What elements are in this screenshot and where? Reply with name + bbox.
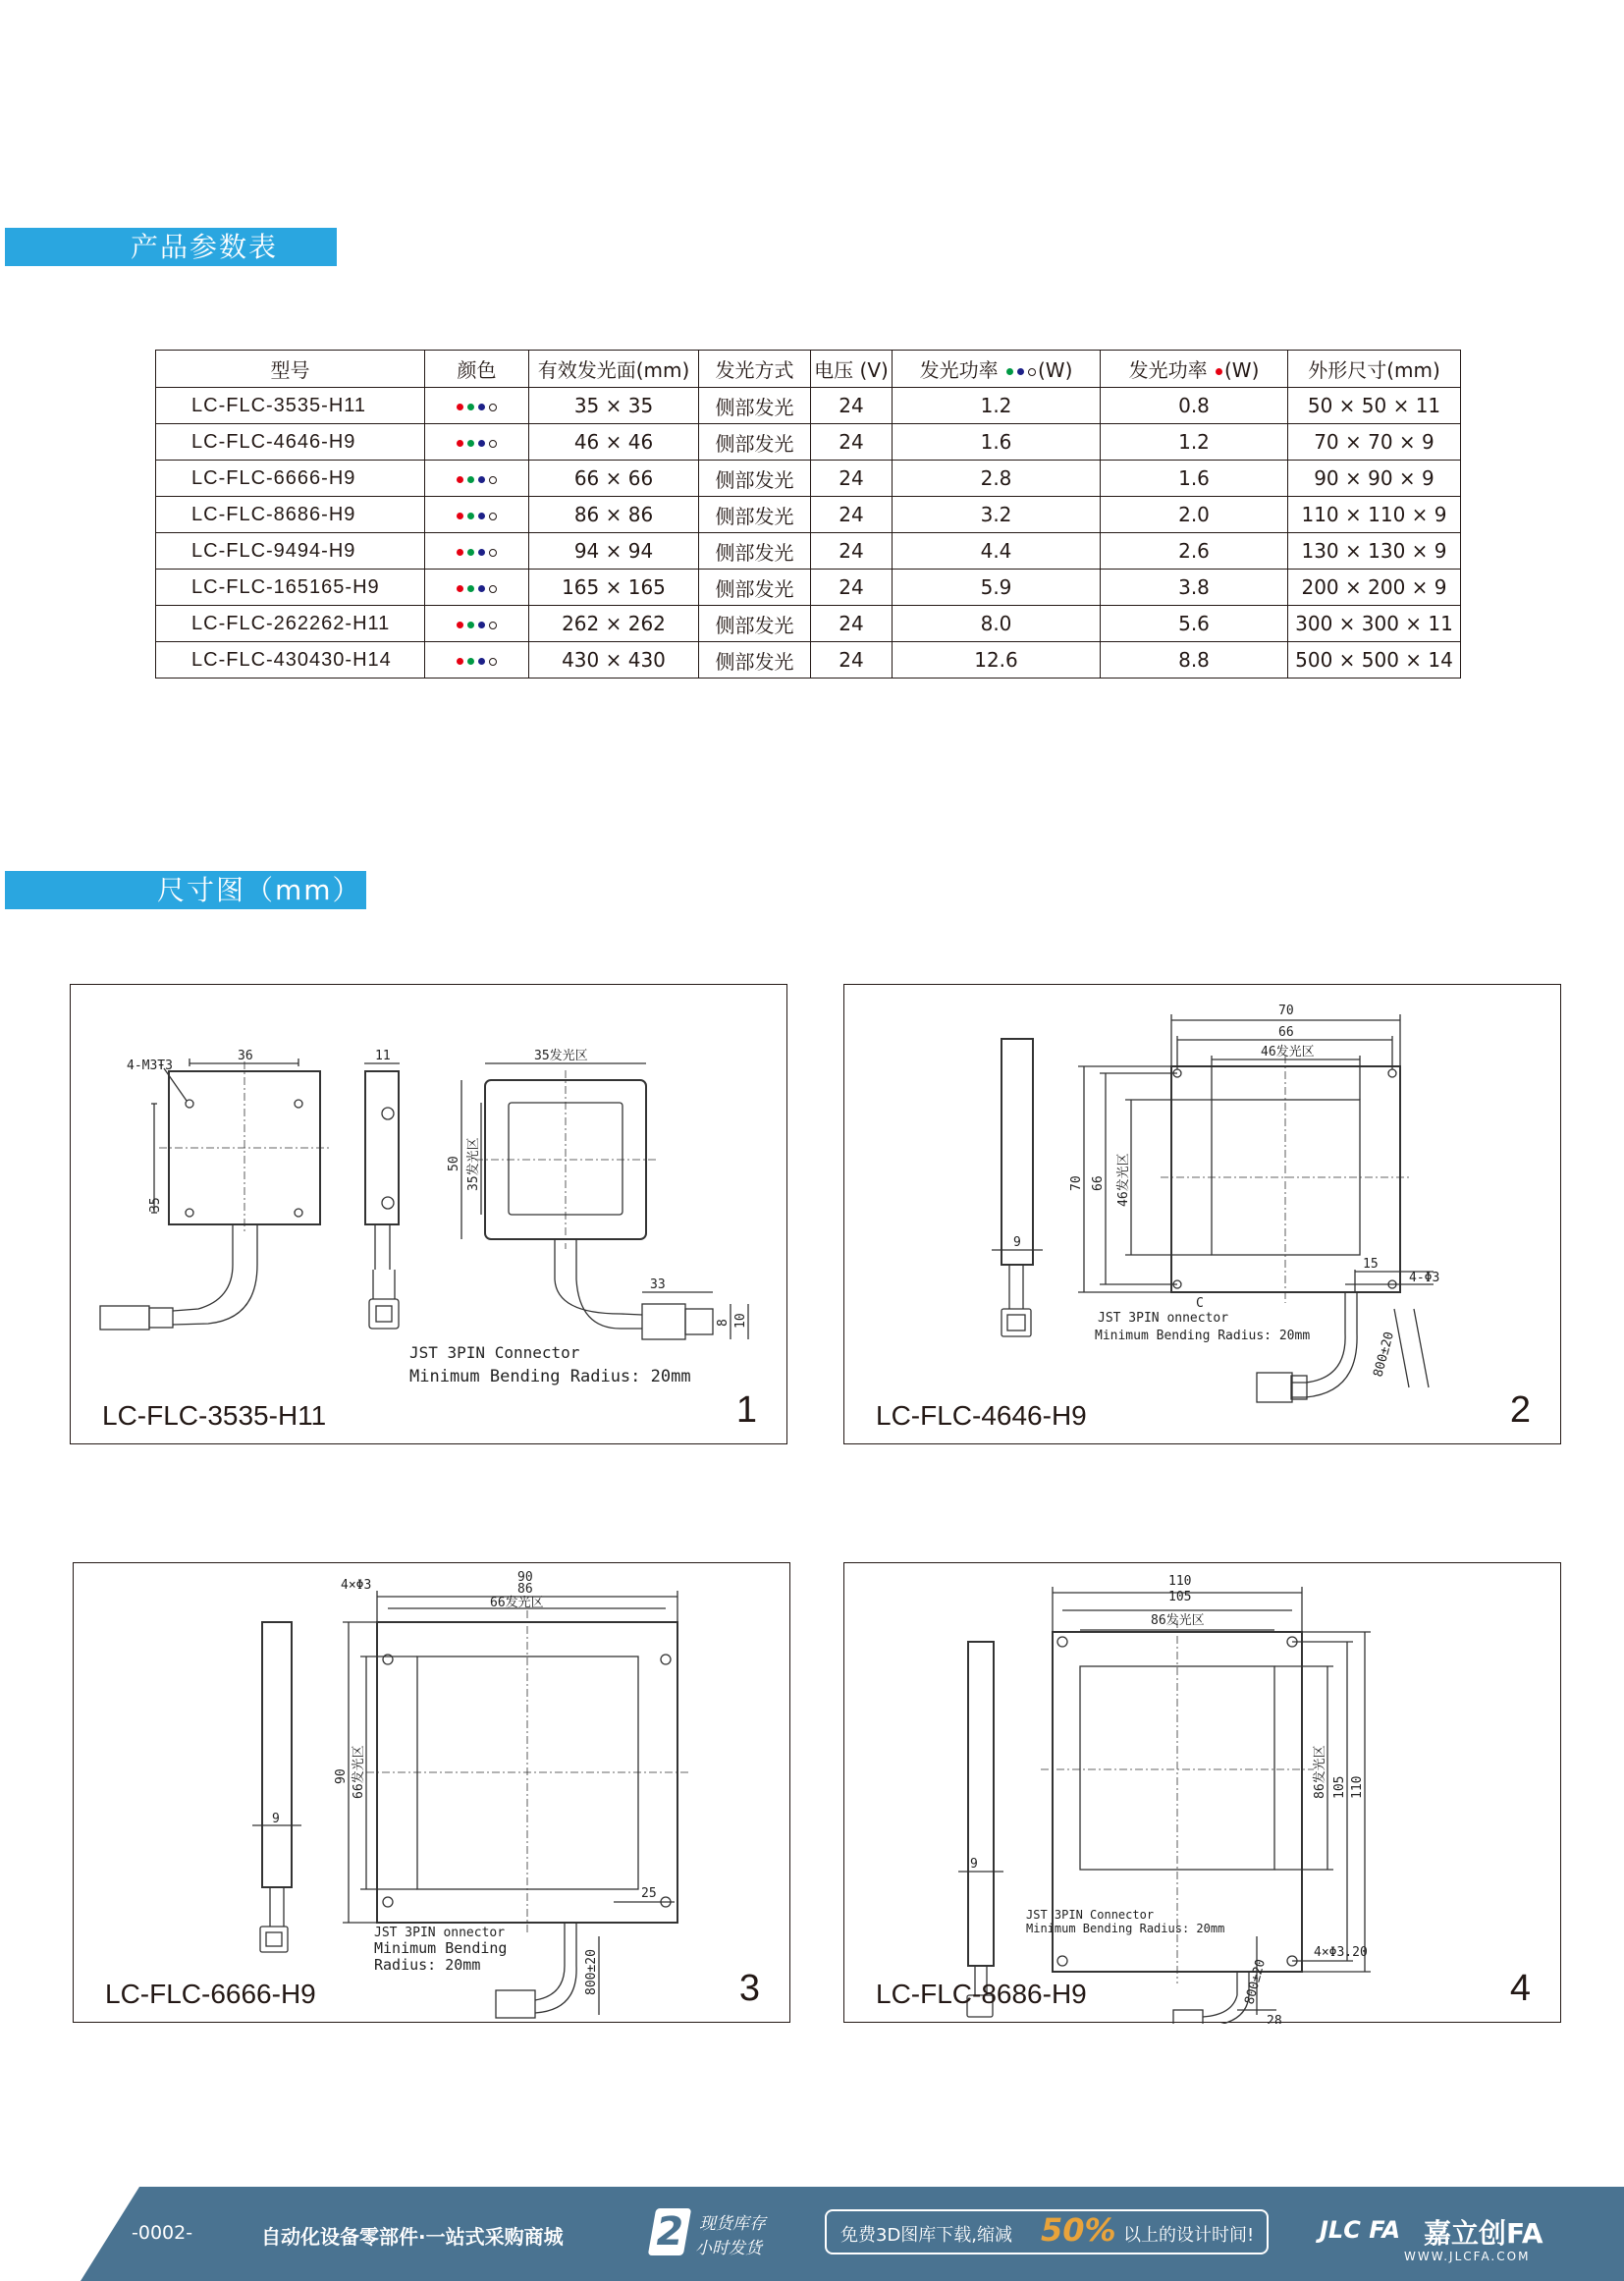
dim-36: 36 xyxy=(238,1049,253,1063)
cell-mode: 侧部发光 xyxy=(699,533,811,570)
dim-8: 8 xyxy=(716,1319,731,1327)
table-row xyxy=(156,570,1461,606)
white-dot-icon xyxy=(489,549,497,557)
footer-page-number: -0002- xyxy=(132,2222,193,2244)
cell-color xyxy=(425,642,529,679)
white-dot-icon xyxy=(1028,368,1036,376)
dim-9: 9 xyxy=(272,1812,280,1826)
green-dot-icon xyxy=(467,549,474,556)
cell-power-red: 3.8 xyxy=(1101,570,1288,606)
cell-model: LC-FLC-9494-H9 xyxy=(156,533,425,570)
dim-35-side: 35发光区 xyxy=(466,1137,481,1191)
dim-110-side: 110 xyxy=(1350,1775,1365,1799)
cell-mode: 侧部发光 xyxy=(699,497,811,533)
note-connector-4646: JST 3PIN onnector xyxy=(1098,1311,1229,1326)
drawing-panel-2 xyxy=(843,984,1561,1444)
green-dot-icon xyxy=(1006,368,1013,375)
cell-size: 70 × 70 × 9 xyxy=(1288,424,1461,461)
dim-25: 25 xyxy=(641,1886,657,1901)
red-dot-icon xyxy=(1216,368,1222,375)
note-bending-6666: Minimum Bending xyxy=(374,1939,508,1957)
dim-46-side: 46发光区 xyxy=(1116,1153,1131,1207)
cell-model: LC-FLC-4646-H9 xyxy=(156,424,425,461)
cell-power-rgb: 2.8 xyxy=(893,461,1101,497)
cell-color xyxy=(425,606,529,642)
dim-cable-6666: 800±20 xyxy=(584,1949,599,1995)
white-dot-icon xyxy=(489,440,497,448)
red-dot-icon xyxy=(457,513,463,519)
panel-number: 2 xyxy=(1509,1389,1531,1431)
dim-86-area: 86发光区 xyxy=(1151,1613,1205,1628)
th-power-rgb-label: 发光功率 xyxy=(919,358,999,382)
th-mode: 发光方式 xyxy=(699,351,811,388)
footer-badge-number: 2 xyxy=(652,2209,687,2254)
dim-hole-6666: 4×Φ3 xyxy=(341,1578,372,1593)
dim-hole-8686: 4×Φ3.20 xyxy=(1314,1945,1368,1960)
dim-9: 9 xyxy=(1013,1235,1021,1250)
table-row xyxy=(156,642,1461,679)
dim-hole-3535: 4-M3Ŧ3 xyxy=(127,1059,173,1073)
white-dot-icon xyxy=(489,622,497,629)
red-dot-icon xyxy=(457,440,463,447)
cell-mode: 侧部发光 xyxy=(699,606,811,642)
cell-color xyxy=(425,388,529,424)
dim-11: 11 xyxy=(375,1049,391,1063)
cell-color xyxy=(425,461,529,497)
cell-power-rgb: 4.4 xyxy=(893,533,1101,570)
table-header-row xyxy=(156,351,1461,388)
th-power-red-unit: (W) xyxy=(1223,358,1260,382)
dim-86-side: 86发光区 xyxy=(1313,1745,1327,1799)
cell-power-rgb: 1.6 xyxy=(893,424,1101,461)
cell-power-red: 1.2 xyxy=(1101,424,1288,461)
cell-power-rgb: 8.0 xyxy=(893,606,1101,642)
cell-power-red: 1.6 xyxy=(1101,461,1288,497)
cell-model: LC-FLC-3535-H11 xyxy=(156,388,425,424)
th-model: 型号 xyxy=(156,351,425,388)
footer-promo-a: 免费3D图库下载,缩减 xyxy=(840,2225,1013,2246)
footer-banner xyxy=(0,2187,1624,2281)
dim-90-top: 90 xyxy=(517,1570,533,1585)
dim-c: C xyxy=(1196,1296,1204,1311)
cell-area: 94 × 94 xyxy=(529,533,699,570)
cell-mode: 侧部发光 xyxy=(699,642,811,679)
panel-model-label: LC-FLC-3535-H11 xyxy=(102,1400,327,1431)
footer-slogan: 自动化设备零部件·一站式采购商城 xyxy=(261,2225,564,2249)
dim-9: 9 xyxy=(970,1857,978,1872)
cell-voltage: 24 xyxy=(811,642,893,679)
red-dot-icon xyxy=(457,549,463,556)
green-dot-icon xyxy=(467,658,474,665)
dim-66-side: 66 xyxy=(1091,1175,1106,1191)
note-radius-6666: Radius: 20mm xyxy=(374,1956,481,1974)
dim-cable-4646: 800±20 xyxy=(1371,1330,1398,1380)
th-power-rgb-unit: (W) xyxy=(1037,358,1073,382)
dim-110-top: 110 xyxy=(1168,1574,1192,1589)
cell-power-red: 2.0 xyxy=(1101,497,1288,533)
cell-color xyxy=(425,570,529,606)
note-connector-8686: JST 3PIN Connector xyxy=(1026,1908,1155,1922)
blue-dot-icon xyxy=(478,404,485,410)
dim-50: 50 xyxy=(447,1156,461,1171)
section-title-params-text: 产品参数表 xyxy=(131,231,279,263)
table-row xyxy=(156,388,1461,424)
footer-brand-cn: 嘉立创FA xyxy=(1424,2217,1543,2250)
cell-model: LC-FLC-6666-H9 xyxy=(156,461,425,497)
dim-90-side: 90 xyxy=(334,1768,349,1784)
footer-site: WWW.JLCFA.COM xyxy=(1404,2250,1531,2263)
th-size: 外形尺寸(mm) xyxy=(1288,351,1461,388)
cell-color xyxy=(425,497,529,533)
white-dot-icon xyxy=(489,658,497,666)
cell-power-red: 0.8 xyxy=(1101,388,1288,424)
cell-power-rgb: 3.2 xyxy=(893,497,1101,533)
red-dot-icon xyxy=(457,622,463,628)
green-dot-icon xyxy=(467,440,474,447)
dim-15: 15 xyxy=(1363,1257,1379,1272)
table-row xyxy=(156,461,1461,497)
green-dot-icon xyxy=(467,513,474,519)
blue-dot-icon xyxy=(1017,368,1024,375)
th-voltage: 电压 (V) xyxy=(811,351,893,388)
section-title-params xyxy=(5,228,337,266)
dim-66-side: 66发光区 xyxy=(352,1745,366,1799)
red-dot-icon xyxy=(457,404,463,410)
dim-28: 28 xyxy=(1267,2014,1282,2024)
section-title-dims-text: 尺寸图（mm） xyxy=(157,874,362,906)
cell-model: LC-FLC-8686-H9 xyxy=(156,497,425,533)
footer-stock-line2: 小时发货 xyxy=(695,2239,762,2258)
red-dot-icon xyxy=(457,585,463,592)
green-dot-icon xyxy=(467,622,474,628)
note-connector-3535: JST 3PIN Connector xyxy=(409,1343,580,1362)
dim-105-top: 105 xyxy=(1168,1590,1192,1604)
cell-color xyxy=(425,424,529,461)
dim-46-area: 46发光区 xyxy=(1261,1045,1315,1059)
cell-power-red: 2.6 xyxy=(1101,533,1288,570)
green-dot-icon xyxy=(467,585,474,592)
panel-model-label: LC-FLC-8686-H9 xyxy=(876,1979,1087,2009)
cell-area: 35 × 35 xyxy=(529,388,699,424)
note-bending-4646: Minimum Bending Radius: 20mm xyxy=(1095,1329,1311,1343)
white-dot-icon xyxy=(489,513,497,520)
blue-dot-icon xyxy=(478,513,485,519)
cell-model: LC-FLC-262262-H11 xyxy=(156,606,425,642)
table-row xyxy=(156,497,1461,533)
dim-86-top: 86 xyxy=(517,1582,533,1597)
red-dot-icon xyxy=(457,476,463,483)
th-power-red xyxy=(1101,351,1288,388)
drawing-6666 xyxy=(74,1563,791,2024)
dim-66-area: 66发光区 xyxy=(490,1596,544,1610)
white-dot-icon xyxy=(489,585,497,593)
blue-dot-icon xyxy=(478,658,485,665)
cell-voltage: 24 xyxy=(811,497,893,533)
drawing-panel-4 xyxy=(843,1562,1561,2023)
th-power-rgb xyxy=(893,351,1101,388)
dim-70-side: 70 xyxy=(1069,1175,1084,1191)
cell-mode: 侧部发光 xyxy=(699,461,811,497)
panel-number: 3 xyxy=(738,1968,760,2009)
cell-size: 110 × 110 × 9 xyxy=(1288,497,1461,533)
cell-voltage: 24 xyxy=(811,570,893,606)
white-dot-icon xyxy=(489,476,497,484)
cell-voltage: 24 xyxy=(811,606,893,642)
th-power-red-label: 发光功率 xyxy=(1128,358,1208,382)
blue-dot-icon xyxy=(478,549,485,556)
drawing-4646 xyxy=(844,985,1562,1445)
cell-power-rgb: 12.6 xyxy=(893,642,1101,679)
blue-dot-icon xyxy=(478,440,485,447)
drawing-8686 xyxy=(844,1563,1562,2024)
cell-power-red: 5.6 xyxy=(1101,606,1288,642)
dim-70-top: 70 xyxy=(1278,1004,1294,1018)
dim-10: 10 xyxy=(733,1313,748,1329)
dim-35: 35 xyxy=(148,1197,163,1213)
cell-power-rgb: 1.2 xyxy=(893,388,1101,424)
cell-power-red: 8.8 xyxy=(1101,642,1288,679)
drawing-panel-1 xyxy=(70,984,787,1444)
cell-size: 90 × 90 × 9 xyxy=(1288,461,1461,497)
cell-voltage: 24 xyxy=(811,388,893,424)
panel-number: 4 xyxy=(1509,1968,1531,2009)
cell-color xyxy=(425,533,529,570)
dim-hole-4646: 4-Φ3 xyxy=(1409,1271,1440,1285)
cell-size: 200 × 200 × 9 xyxy=(1288,570,1461,606)
cell-size: 130 × 130 × 9 xyxy=(1288,533,1461,570)
cell-area: 430 × 430 xyxy=(529,642,699,679)
white-dot-icon xyxy=(489,404,497,411)
cell-area: 86 × 86 xyxy=(529,497,699,533)
footer-promo-pct: 50% xyxy=(1041,2211,1116,2249)
cell-mode: 侧部发光 xyxy=(699,388,811,424)
note-bending-8686: Minimum Bending Radius: 20mm xyxy=(1026,1922,1225,1935)
cell-size: 500 × 500 × 14 xyxy=(1288,642,1461,679)
green-dot-icon xyxy=(467,476,474,483)
blue-dot-icon xyxy=(478,622,485,628)
dim-33: 33 xyxy=(650,1277,666,1292)
th-color: 颜色 xyxy=(425,351,529,388)
table-row xyxy=(156,533,1461,570)
panel-number: 1 xyxy=(735,1389,757,1431)
spec-table xyxy=(155,350,1461,679)
blue-dot-icon xyxy=(478,585,485,592)
footer-brand-logo: JLC FA xyxy=(1320,2216,1401,2244)
cell-voltage: 24 xyxy=(811,461,893,497)
th-area: 有效发光面(mm) xyxy=(529,351,699,388)
panel-model-label: LC-FLC-4646-H9 xyxy=(876,1400,1087,1431)
green-dot-icon xyxy=(467,404,474,410)
dim-66-top: 66 xyxy=(1278,1025,1294,1040)
table-row xyxy=(156,606,1461,642)
note-bending-3535: Minimum Bending Radius: 20mm xyxy=(409,1367,691,1386)
blue-dot-icon xyxy=(478,476,485,483)
dim-cable-8686: 800±20 xyxy=(1242,1957,1270,2007)
cell-model: LC-FLC-430430-H14 xyxy=(156,642,425,679)
section-title-dims xyxy=(5,871,366,909)
cell-area: 46 × 46 xyxy=(529,424,699,461)
cell-mode: 侧部发光 xyxy=(699,570,811,606)
cell-voltage: 24 xyxy=(811,533,893,570)
table-row xyxy=(156,424,1461,461)
footer-promo-box xyxy=(825,2209,1269,2254)
cell-area: 165 × 165 xyxy=(529,570,699,606)
footer-stock-line1: 现货库存 xyxy=(699,2214,766,2234)
cell-power-rgb: 5.9 xyxy=(893,570,1101,606)
drawing-3535 xyxy=(71,985,788,1445)
drawing-panel-3 xyxy=(73,1562,790,2023)
cell-area: 66 × 66 xyxy=(529,461,699,497)
red-dot-icon xyxy=(457,658,463,665)
footer-promo-b: 以上的设计时间! xyxy=(1123,2225,1255,2246)
cell-size: 300 × 300 × 11 xyxy=(1288,606,1461,642)
dim-35-area: 35发光区 xyxy=(534,1049,588,1063)
cell-area: 262 × 262 xyxy=(529,606,699,642)
cell-model: LC-FLC-165165-H9 xyxy=(156,570,425,606)
panel-model-label: LC-FLC-6666-H9 xyxy=(105,1979,316,2009)
cell-size: 50 × 50 × 11 xyxy=(1288,388,1461,424)
dim-105-side: 105 xyxy=(1332,1775,1347,1799)
cell-voltage: 24 xyxy=(811,424,893,461)
note-connector-6666: JST 3PIN onnector xyxy=(374,1926,506,1940)
cell-mode: 侧部发光 xyxy=(699,424,811,461)
